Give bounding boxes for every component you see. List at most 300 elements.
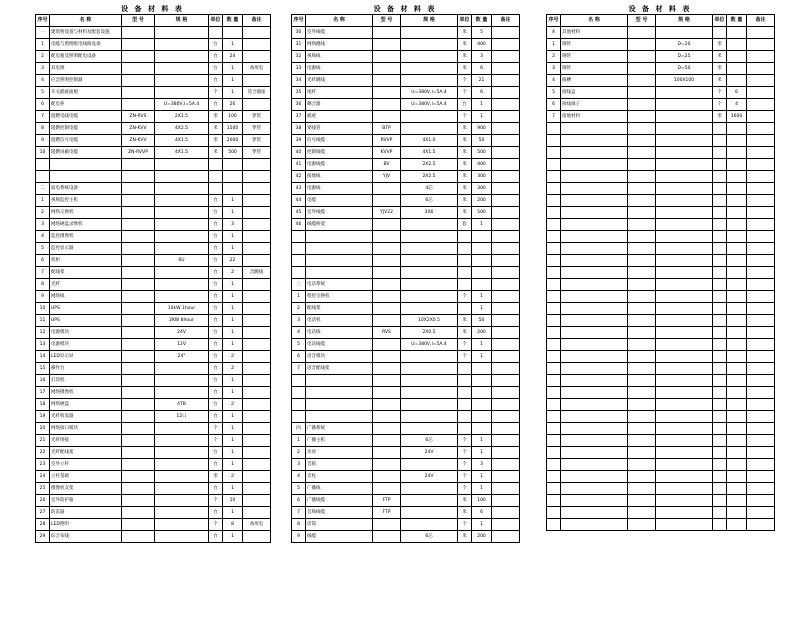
row-qty xyxy=(727,399,747,411)
row-model xyxy=(373,243,401,255)
row-qty: 6 xyxy=(727,87,747,99)
row-spec xyxy=(155,63,209,75)
table-row xyxy=(36,27,271,39)
row-unit xyxy=(458,243,472,255)
row-name: 电话线 xyxy=(306,327,373,339)
row-unit: 米 xyxy=(458,51,472,63)
table-row xyxy=(547,351,775,363)
row-name xyxy=(561,171,628,183)
table-row xyxy=(547,183,775,195)
row-qty: 1 xyxy=(223,291,243,303)
row-unit xyxy=(713,279,727,291)
row-name: 视频监控主机 xyxy=(50,195,122,207)
row-spec: 4TB xyxy=(155,399,209,411)
table-row xyxy=(547,519,775,531)
row-qty: 1 xyxy=(472,519,492,531)
row-spec xyxy=(401,63,458,75)
material-sheet-1 xyxy=(35,4,270,543)
row-remark xyxy=(492,135,520,147)
row-no: 3 xyxy=(36,63,50,75)
row-no: 23 xyxy=(36,459,50,471)
row-name xyxy=(561,255,628,267)
row-model xyxy=(122,495,155,507)
row-qty xyxy=(223,183,243,195)
table-row xyxy=(547,99,775,111)
row-name: 电源线 xyxy=(306,183,373,195)
row-unit xyxy=(713,243,727,255)
row-spec xyxy=(656,327,713,339)
row-model xyxy=(122,171,155,183)
row-qty: 1 xyxy=(472,351,492,363)
row-qty: 1 xyxy=(223,483,243,495)
table-row xyxy=(547,447,775,459)
column-header: 数 量 xyxy=(223,15,243,27)
row-qty: 900 xyxy=(472,123,492,135)
row-model xyxy=(373,531,401,543)
row-qty: 1500 xyxy=(223,123,243,135)
row-remark xyxy=(747,471,775,483)
table-row xyxy=(36,471,271,483)
row-remark xyxy=(492,387,520,399)
row-name: 室外线缆 xyxy=(306,207,373,219)
row-qty: 1 xyxy=(472,99,492,111)
row-qty xyxy=(727,51,747,63)
row-unit: 个 xyxy=(713,99,727,111)
row-unit: 米 xyxy=(713,63,727,75)
row-model xyxy=(373,99,401,111)
row-unit xyxy=(713,315,727,327)
column-header: 单位 xyxy=(713,15,727,27)
row-name: 光纤配线架 xyxy=(50,447,122,459)
row-qty: 300 xyxy=(472,183,492,195)
row-spec xyxy=(401,51,458,63)
row-no xyxy=(547,195,561,207)
sheet-title: 设 备 材 料 表 xyxy=(121,5,184,13)
row-unit: 台 xyxy=(209,39,223,51)
row-remark xyxy=(492,423,520,435)
row-remark xyxy=(747,123,775,135)
row-qty: 6 xyxy=(472,63,492,75)
row-qty xyxy=(727,315,747,327)
row-remark xyxy=(492,279,520,291)
row-name: 电话系统 xyxy=(306,279,373,291)
row-no: 7 xyxy=(292,363,306,375)
row-spec: 2X0.5 xyxy=(401,327,458,339)
row-spec: 100X100 xyxy=(656,75,713,87)
column-header: 备注 xyxy=(492,15,520,27)
table-row xyxy=(547,231,775,243)
row-qty: 1 xyxy=(472,291,492,303)
row-no: 27 xyxy=(36,507,50,519)
row-name: 电源模块 xyxy=(50,339,122,351)
row-model xyxy=(628,363,656,375)
row-no: 39 xyxy=(292,135,306,147)
row-spec xyxy=(401,219,458,231)
row-unit: 个 xyxy=(209,435,223,447)
row-spec xyxy=(155,375,209,387)
row-name: 耦合器 xyxy=(306,99,373,111)
row-qty xyxy=(472,279,492,291)
row-unit: 米 xyxy=(713,51,727,63)
row-name: LED照明 xyxy=(50,519,122,531)
row-no: 25 xyxy=(36,483,50,495)
row-spec xyxy=(155,207,209,219)
row-name: 钢管 xyxy=(561,63,628,75)
row-no: 9 xyxy=(36,291,50,303)
row-model xyxy=(122,507,155,519)
row-name: 阻燃屏蔽电缆 xyxy=(50,147,122,159)
table-row xyxy=(292,207,520,219)
row-remark xyxy=(492,63,520,75)
row-no xyxy=(547,483,561,495)
row-name xyxy=(561,159,628,171)
row-remark xyxy=(747,207,775,219)
row-qty xyxy=(727,231,747,243)
row-name: 话筒 xyxy=(306,519,373,531)
row-no xyxy=(547,219,561,231)
row-model: RVS xyxy=(373,327,401,339)
row-no xyxy=(547,183,561,195)
row-model xyxy=(122,363,155,375)
row-model xyxy=(373,483,401,495)
row-qty xyxy=(727,243,747,255)
row-qty xyxy=(472,363,492,375)
row-spec: 2KW 8hour xyxy=(155,315,209,327)
row-remark xyxy=(492,243,520,255)
row-remark xyxy=(492,75,520,87)
row-spec xyxy=(656,123,713,135)
table-row xyxy=(547,123,775,135)
row-model xyxy=(373,411,401,423)
row-unit xyxy=(713,123,727,135)
row-qty: 2 xyxy=(223,399,243,411)
table-row xyxy=(292,135,520,147)
row-model xyxy=(122,291,155,303)
row-unit: 个 xyxy=(209,495,223,507)
row-remark: 适合插座 xyxy=(243,87,271,99)
row-model xyxy=(122,375,155,387)
table-row xyxy=(547,27,775,39)
row-remark xyxy=(747,159,775,171)
row-name: 配电箱及照明配电设备 xyxy=(50,51,122,63)
row-no: 2 xyxy=(292,447,306,459)
row-qty xyxy=(727,135,747,147)
table-row xyxy=(36,423,271,435)
row-model xyxy=(628,303,656,315)
row-model xyxy=(628,459,656,471)
table-row xyxy=(36,147,271,159)
row-model: KVVP xyxy=(373,147,401,159)
row-no: 10 xyxy=(36,147,50,159)
row-no xyxy=(292,375,306,387)
row-remark xyxy=(243,411,271,423)
row-model xyxy=(373,279,401,291)
row-no: 34 xyxy=(292,75,306,87)
row-unit xyxy=(713,207,727,219)
row-qty: 2000 xyxy=(223,135,243,147)
row-spec xyxy=(656,255,713,267)
row-model xyxy=(628,435,656,447)
row-spec xyxy=(155,51,209,63)
row-model xyxy=(628,183,656,195)
row-no: 32 xyxy=(292,51,306,63)
row-unit: 个 xyxy=(458,339,472,351)
column-header: 备注 xyxy=(747,15,775,27)
row-no: 5 xyxy=(36,243,50,255)
row-name xyxy=(561,375,628,387)
table-row xyxy=(292,219,520,231)
row-remark xyxy=(747,171,775,183)
row-no: 2 xyxy=(36,207,50,219)
row-name: 接地线 xyxy=(306,171,373,183)
row-unit xyxy=(713,171,727,183)
row-remark xyxy=(747,147,775,159)
table-row xyxy=(36,171,271,183)
row-qty xyxy=(727,435,747,447)
row-name xyxy=(561,303,628,315)
table-row xyxy=(547,135,775,147)
row-no: 31 xyxy=(292,39,306,51)
table-row xyxy=(547,51,775,63)
row-model: ZN-RVVP xyxy=(122,147,155,159)
row-remark: 穿管 xyxy=(243,135,271,147)
row-qty: 2 xyxy=(223,267,243,279)
row-remark xyxy=(492,39,520,51)
row-remark: 备用电 xyxy=(243,63,271,75)
row-unit: 个 xyxy=(458,483,472,495)
row-unit xyxy=(458,423,472,435)
row-model xyxy=(373,27,401,39)
table-row xyxy=(292,411,520,423)
row-model xyxy=(628,327,656,339)
column-header: 名 称 xyxy=(50,15,122,27)
row-name: 操作台 xyxy=(50,363,122,375)
row-qty: 3 xyxy=(472,51,492,63)
row-spec: U=380V,I=5A.4 xyxy=(401,99,458,111)
row-unit: 台 xyxy=(209,507,223,519)
table-row xyxy=(36,135,271,147)
table-row xyxy=(547,423,775,435)
table-row xyxy=(292,39,520,51)
row-no xyxy=(292,231,306,243)
row-unit xyxy=(713,339,727,351)
row-spec xyxy=(656,135,713,147)
table-row xyxy=(36,183,271,195)
column-header: 规 格 xyxy=(155,15,209,27)
row-name: 配电柜 xyxy=(50,99,122,111)
row-remark xyxy=(492,351,520,363)
row-model xyxy=(122,51,155,63)
row-qty: 1 xyxy=(223,375,243,387)
row-qty: 400 xyxy=(472,39,492,51)
row-spec xyxy=(401,39,458,51)
row-model xyxy=(122,411,155,423)
row-model xyxy=(122,63,155,75)
row-model xyxy=(122,471,155,483)
row-spec: 10X2X0.5 xyxy=(401,315,458,327)
row-qty xyxy=(472,255,492,267)
row-remark xyxy=(492,111,520,123)
row-no: 11 xyxy=(36,315,50,327)
row-qty xyxy=(472,375,492,387)
row-qty xyxy=(472,231,492,243)
row-model xyxy=(628,495,656,507)
material-table xyxy=(546,14,775,531)
row-no: 37 xyxy=(292,111,306,123)
row-unit: 米 xyxy=(209,123,223,135)
row-qty xyxy=(727,495,747,507)
row-spec xyxy=(656,231,713,243)
row-remark xyxy=(243,279,271,291)
table-row xyxy=(547,87,775,99)
row-name: 网络摄像机 xyxy=(50,387,122,399)
row-model xyxy=(373,387,401,399)
row-unit xyxy=(209,183,223,195)
table-row xyxy=(547,291,775,303)
row-spec xyxy=(401,363,458,375)
row-unit: 米 xyxy=(458,495,472,507)
column-header: 规 格 xyxy=(656,15,713,27)
row-qty: 1 xyxy=(223,315,243,327)
table-row xyxy=(292,111,520,123)
table-row xyxy=(547,399,775,411)
table-row xyxy=(292,447,520,459)
row-spec xyxy=(401,279,458,291)
row-remark xyxy=(243,531,271,543)
row-no xyxy=(547,147,561,159)
row-remark xyxy=(492,219,520,231)
table-row xyxy=(36,399,271,411)
row-unit xyxy=(713,267,727,279)
row-unit xyxy=(209,159,223,171)
row-qty xyxy=(223,171,243,183)
row-qty: 1 xyxy=(223,207,243,219)
material-sheet-2 xyxy=(291,4,519,543)
row-remark xyxy=(747,27,775,39)
row-qty xyxy=(727,423,747,435)
row-spec xyxy=(656,471,713,483)
table-row xyxy=(547,147,775,159)
row-unit xyxy=(713,351,727,363)
row-qty: 300 xyxy=(472,171,492,183)
row-no xyxy=(547,351,561,363)
row-remark xyxy=(492,339,520,351)
row-remark xyxy=(747,495,775,507)
row-no xyxy=(547,135,561,147)
row-unit: 台 xyxy=(209,531,223,543)
row-no: 36 xyxy=(292,99,306,111)
row-name: 线缆桥架 xyxy=(306,219,373,231)
row-no: 1 xyxy=(292,435,306,447)
row-remark xyxy=(492,495,520,507)
row-no xyxy=(547,231,561,243)
row-spec: 6芯 xyxy=(401,195,458,207)
table-row xyxy=(36,447,271,459)
row-remark xyxy=(492,159,520,171)
row-unit xyxy=(713,471,727,483)
row-spec xyxy=(155,171,209,183)
row-model: BTP xyxy=(373,123,401,135)
row-remark xyxy=(492,447,520,459)
row-model xyxy=(373,303,401,315)
row-no: 1 xyxy=(547,39,561,51)
table-row xyxy=(292,255,520,267)
table-row xyxy=(292,459,520,471)
row-unit: 台 xyxy=(209,207,223,219)
row-name xyxy=(50,171,122,183)
row-model xyxy=(122,435,155,447)
row-model xyxy=(122,351,155,363)
table-row xyxy=(36,267,271,279)
row-spec xyxy=(401,267,458,279)
row-remark xyxy=(492,87,520,99)
row-qty xyxy=(472,423,492,435)
table-row xyxy=(292,87,520,99)
row-spec xyxy=(656,171,713,183)
row-no: 4 xyxy=(547,75,561,87)
row-qty: 6 xyxy=(472,507,492,519)
row-remark xyxy=(747,459,775,471)
row-qty: 200 xyxy=(472,327,492,339)
row-model xyxy=(122,207,155,219)
row-model xyxy=(628,39,656,51)
row-no xyxy=(547,291,561,303)
row-qty: 1 xyxy=(223,243,243,255)
row-spec: D=20 xyxy=(656,39,713,51)
row-no: 19 xyxy=(36,411,50,423)
row-remark xyxy=(747,327,775,339)
row-name: 广播线 xyxy=(306,483,373,495)
row-qty: 1 xyxy=(223,507,243,519)
table-row xyxy=(292,123,520,135)
row-no xyxy=(547,399,561,411)
row-unit xyxy=(458,375,472,387)
table-row xyxy=(547,219,775,231)
row-no: 40 xyxy=(292,147,306,159)
row-unit: 米 xyxy=(713,111,727,123)
row-no: 44 xyxy=(292,195,306,207)
row-remark xyxy=(747,39,775,51)
row-model xyxy=(628,123,656,135)
row-name xyxy=(561,387,628,399)
table-row xyxy=(292,363,520,375)
row-remark xyxy=(747,411,775,423)
row-qty xyxy=(727,327,747,339)
column-header: 型 号 xyxy=(122,15,155,27)
row-unit xyxy=(458,279,472,291)
row-name xyxy=(561,447,628,459)
row-unit xyxy=(713,399,727,411)
table-row xyxy=(547,495,775,507)
row-remark xyxy=(492,99,520,111)
row-remark xyxy=(243,75,271,87)
row-unit: 米 xyxy=(713,75,727,87)
row-spec: U=380V,I=5A.4 xyxy=(401,339,458,351)
row-name xyxy=(561,471,628,483)
row-name xyxy=(561,243,628,255)
row-qty: 1 xyxy=(472,435,492,447)
row-qty xyxy=(727,303,747,315)
row-spec xyxy=(656,411,713,423)
column-header: 单位 xyxy=(458,15,472,27)
row-qty: 2 xyxy=(223,471,243,483)
row-name: 电话线缆 xyxy=(306,339,373,351)
row-no xyxy=(547,243,561,255)
row-unit: 台 xyxy=(209,219,223,231)
row-qty: 24 xyxy=(223,51,243,63)
row-no: 4 xyxy=(36,231,50,243)
row-unit: 套 xyxy=(458,219,472,231)
